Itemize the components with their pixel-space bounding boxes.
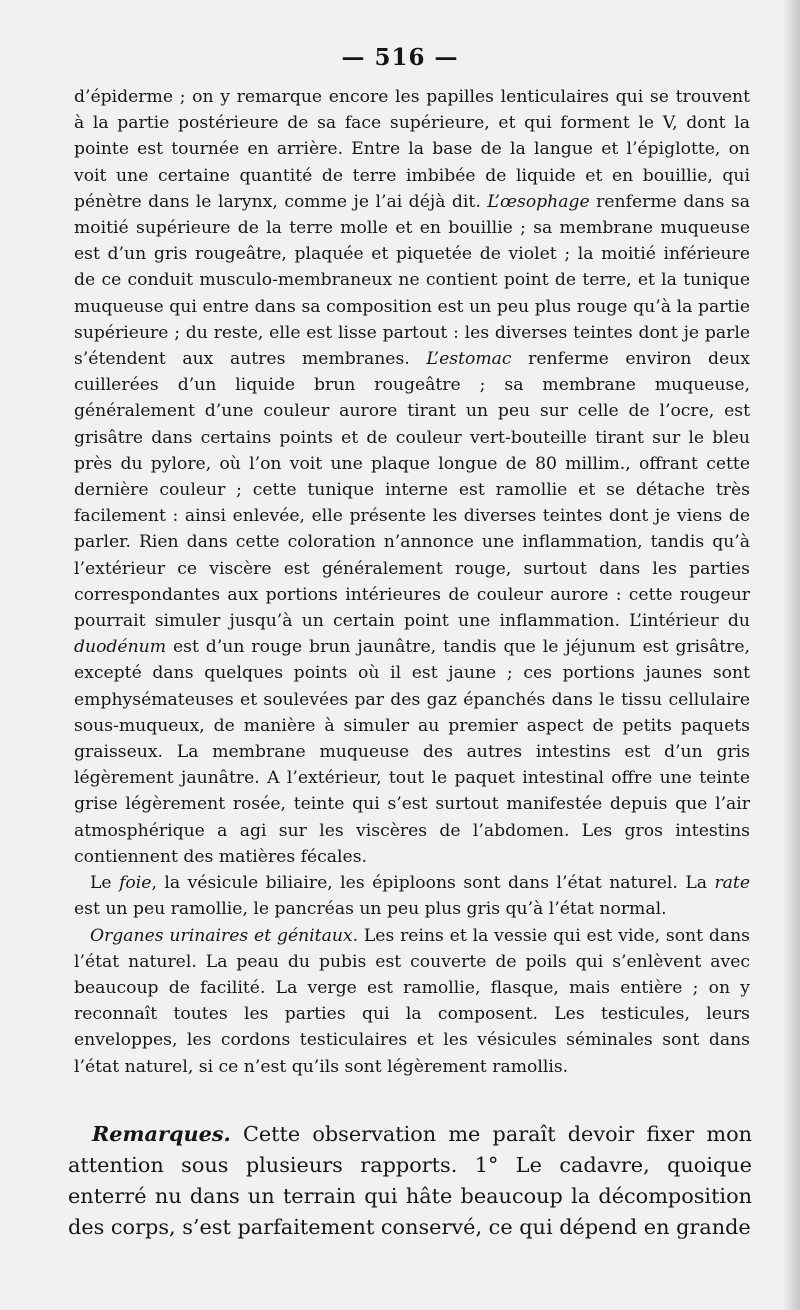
term-oesophage: L’œsophage [487, 191, 590, 212]
paragraph-remarks [68, 1118, 752, 1243]
paragraph-urinary-genital [74, 923, 750, 1080]
text-run: est un peu ramollie, le pancréas un peu plus gris qu’à l’état normal. [74, 899, 667, 920]
text-run: renferme environ deux cuillerées d’un liquide brun rougeâtre ; sa membrane muqueuse, généralement d’une couleur aurore tirant un peu sur celle de l’ocre, est grisâtre dans certains points et de couleur vert-bouteille tirant sur le bleu près du pylore, où l’on voit une plaque longue de 80 millim., offrant cette dernière couleur ; cette tunique interne est ramollie et se détache très facilement : ainsi enlevée, elle présente les diverses teintes dont je viens de parler. Rien dans cette coloration n’annonce une inflammation, tandis qu’à l’extérieur ce viscère est généralement rouge, surtout dans les parties correspondantes aux portions intérieures de couleur aurore : cette rougeur pourrait simuler jusqu’à un certain point une inflammation. L’intérieur du [74, 349, 750, 632]
remarks-text [68, 1118, 752, 1243]
text-run: , la vésicule biliaire, les épiploons sont dans l’état naturel. La [151, 873, 715, 894]
text-run: d’épiderme ; on y remarque encore les papilles lenticulaires qui se trouvent à la partie postérieure de sa face supérieure, et qui forment le V, dont la pointe est tournée en arrière. Entre la base de la langue et l’épiglotte, on voit une certaine quantité de terre imbibée de liquide et en bouillie, qui pénètre dans le larynx, comme je l’ai déjà dit. [74, 87, 750, 212]
term-estomac: L’estomac [426, 349, 512, 370]
paragraph-autopsy-digestive [74, 84, 750, 870]
text-run: est d’un rouge brun jaunâtre, tandis que le jéjunum est grisâtre, excepté dans quelques points où il est jaune ; ces portions jaunes sont emphysémateuses et soulevées par des gaz épanchés dans le tissu cellulaire sous-muqueux, de manière à simuler au premier aspect de petits paquets graisseux. La membrane muqueuse des autres intestins est d’un gris légèrement jaunâtre. A l’extérieur, tout le paquet intestinal offre une teinte grise légèrement rosée, teinte qui s’est surtout manifestée depuis que l’air atmosphérique a agi sur les viscères de l’abdomen. Les gros intestins contiennent des matières fécales. [74, 637, 750, 867]
term-foie: foie [119, 873, 152, 894]
text-run: Les reins et la vessie qui est vide, sont dans l’état naturel. La peau du pubis est couverte de poils qui s’enlèvent avec beaucoup de facilité. La verge est ramollie, flasque, mais entière ; on y reconnaît toutes les parties qui la composent. Les testicules, leurs enveloppes, les cordons testiculaires et les vésicules séminales sont dans l’état naturel, si ce n’est qu’ils sont légèrement ramollis. [74, 925, 750, 1077]
page-number: — 516 — [341, 44, 459, 71]
text-run: renferme dans sa moitié supérieure de la terre molle et en bouillie ; sa membrane muqueuse est d’un gris rougeâtre, plaquée et piquetée de violet ; la moitié inférieure de ce conduit musculo-membraneux ne contient point de terre, et la tunique muqueuse qui entre dans sa composition est un peu plus rouge qu’à la partie supérieure ; du reste, elle est lisse partout : les diverses teintes dont je parle s’étendent aux autres membranes. [74, 191, 750, 370]
page-body-text [74, 84, 750, 1080]
section-heading-organes: Organes urinaires et génitaux. [90, 925, 359, 946]
term-duodenum: duodénum [74, 637, 167, 658]
text-run: Le [90, 873, 120, 894]
text-run: Cette observation me paraît devoir fixer mon attention sous plusieurs rapports. 1° Le cadavre, quoique enterré nu dans un terrain qui hâte beaucoup la décomposition des corps, s’est parfaitement conservé, ce qui dépend en grande [68, 1122, 752, 1239]
paragraph-liver [74, 870, 750, 922]
section-heading-remarques: Remarques. [92, 1121, 231, 1146]
term-rate: rate [714, 873, 750, 894]
